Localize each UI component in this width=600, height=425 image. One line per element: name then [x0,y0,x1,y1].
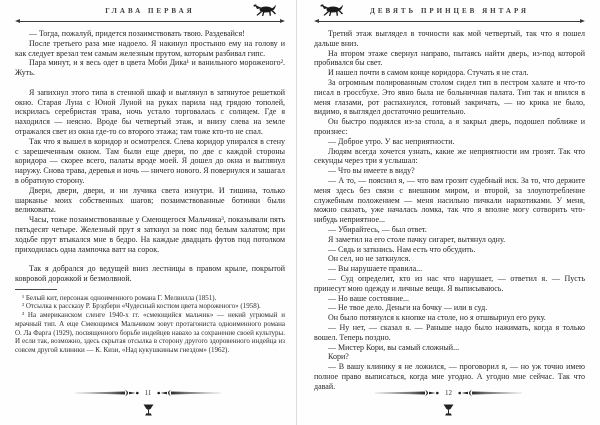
left-page [0,0,296,425]
galloping-horse-icon [253,4,277,22]
left-page-body [15,29,285,284]
paragraph: — А то, — пояснил я, — что вам грозит судебный иск. За то, что держите меня здесь без связи с внешним миром, и второй, за злоупотребление служебным положением — меня насильно пичкали наркотиками. У меня, можно сказать, уже началась ломка, так что я вполне могу сотворить что-нибудь неприятное... [314,175,585,225]
paragraph: На втором этаже свернул направо, пытаясь найти дверь, из-под которой пробивался бы свет. [314,48,585,68]
paragraph: — Что вы имеете в виду? [328,166,415,176]
right-page-footer [297,384,600,421]
footnote: ³ На американском сленге 1940-х гг. «смеющийся мальчик» — некий угрюмый и мрачный тип. А еще Смеющимся Мальчиком зовут протагониста одноименного романа О. Ла Фарга (1929), посвященного борьбе индейцев навахо за сохранение своей культуры. И если так, возможно, здесь скрытая отсылка в сторону другого здоровенного индейца из совсем другой клиники — К. Кизи, «Над кукушкиным гнездом» (1962). [15,311,285,354]
paragraph: Он быстро поднялся из-за стола, а я закрыл дверь, подошел поближе и произнес: [314,117,585,136]
paragraph: Кори? [328,352,349,362]
paragraph: После третьего раза мне надоело. Я накинул простыню ему на голову и как следует врезал тем самым железным прутом, которым разбивал гипс. [15,38,285,58]
paragraph: — В вашу клинику я не ложился, — проговорил я, — но уж точно имею полное право выписаться, когда мне угодно. А угодно мне сейчас. Так что давай. [314,362,585,391]
paragraph: Он сел, но не заткнулся. [328,254,411,264]
paragraph: — Но ваше состояние... [328,293,410,303]
paragraph: — Доброе утро. У вас неприятности. [328,136,455,146]
paragraph: Часы, тоже позаимствованные у Смеющегося Мальчика³, показывали пять пятьдесят четыре. Железный прут я заткнул за пояс под белым халатом; при ходьбе прут втыкался мне в бедро. На каждые двадцать футов под потолком приходилась одна лампочка ватт на сорок. [15,215,285,254]
paragraph: — Ну нет, — сказал я. — Раньше надо было нажимать, когда я только вошел. Теперь поздно. [314,322,585,342]
sword-flourish-icon [375,384,439,402]
paragraph: — Не твое дело. Деньги на бочку — или в суд. [328,303,488,313]
footnote: ² Отсылка к рассказу Р. Брэдбери «Чудесный костюм цвета мороженого» (1958). [22,302,261,311]
right-page [297,0,600,425]
paragraph: Он было потянулся к кнопке на столе, но я отшвырнул его руку. [328,313,546,323]
footnote: ¹ Белый кит, персонаж одноименного романа Г. Мелвилла (1851). [22,293,217,302]
paragraph: — Сядь и заткнись. Нам есть что обсудить. [328,244,476,254]
sword-flourish-icon [458,384,522,402]
paragraph: Третий этаж выглядел в точности как мой четвертый, так что я пошел дальше вниз. [314,29,585,48]
page-number: 12 [445,389,452,397]
paragraph: — Вы нарушаете правила... [328,264,423,274]
paragraph: И нашел почти в самом конце коридора. Стучать я не стал. [328,68,529,78]
paragraph: — Мистер Кори, вы самый сложный... [328,342,460,352]
paragraph: Я заметил на его столе пачку сигарет, вытянул одну. [328,234,506,244]
goblet-icon [143,403,154,421]
paragraph: — Убирайтесь, — был ответ. [328,224,427,234]
paragraph: Пара минут, и я весь одет в цвета Моби Дика¹ и ванильного мороженого². Жуть. [15,58,285,78]
paragraph: — Суд определит, кто из нас что нарушает, — ответил я. — Пусть принесут мою одежду и личные вещи. Я выписываюсь. [314,273,585,293]
footnotes [15,294,285,355]
footnote-divider [15,289,57,290]
chapter-running-title: ГЛАВА ПЕРВАЯ [105,7,195,15]
paragraph: Так я добрался до ведущей вниз лестницы в правом крыле, покрытой ковровой дорожкой и безмолвной. [15,264,285,283]
book-running-title: ДЕВЯТЬ ПРИНЦЕВ ЯНТАРЯ [370,7,529,15]
sword-flourish-icon [157,384,221,402]
left-page-footer [0,384,296,421]
page-number: 11 [144,389,152,397]
right-page-header [314,4,585,19]
left-page-header [15,4,285,19]
right-page-body [314,29,585,391]
paragraph: Людям всегда хочется узнать, какие же неприятности им грозят. Так что секунды через три я услышал: [314,146,585,166]
paragraph: — Тогда, пожалуй, придется позаимствовать твою. Раздевайся! [29,29,245,38]
paragraph: За огромным полированным столом сидел тип в пестром халате и что-то писал в гроссбухе. Это явно была не больничная палата. Тип так и впился в меня глазами, рот распахнулся, готовый закричать, — но крика не было, видимо, я выглядел достаточно решительно. [314,77,585,117]
goblet-icon [443,403,454,421]
paragraph: Двери, двери, двери, и ни лучика света изнутри. И тишина, только шарканье моих собственных шагов; позаимствованные ботинки были великоваты. [15,185,285,215]
paragraph: Так что я вышел в коридор и осмотрелся. Слева коридор упирался в стену с зарешеченным окном. Там были еще двери, по две с каждой стороны коридора — скорее всего, палаты вроде моей. Я дошел до окна и выглянул наружу. Снова трава, деревья и ночь — ничего нового. Я повернулся и зашагал в обратную сторону. [15,136,285,185]
header-rule [316,21,583,22]
header-rule [17,21,283,22]
paragraph: Я запихнул этого типа в стенной шкаф и выглянул в затянутое решеткой окно. Старая Луна с Юной Луной на руках парила над грядою тополей, искрилась серебристая трава, ночь устало торговалась с солнцем. Где я находился — неясно. Вроде бы четвертый этаж, и внизу слева на земле отражался свет из окна где-то со второго этажа; там тоже кто-то не спал. [15,87,285,136]
sword-flourish-icon [75,384,139,402]
